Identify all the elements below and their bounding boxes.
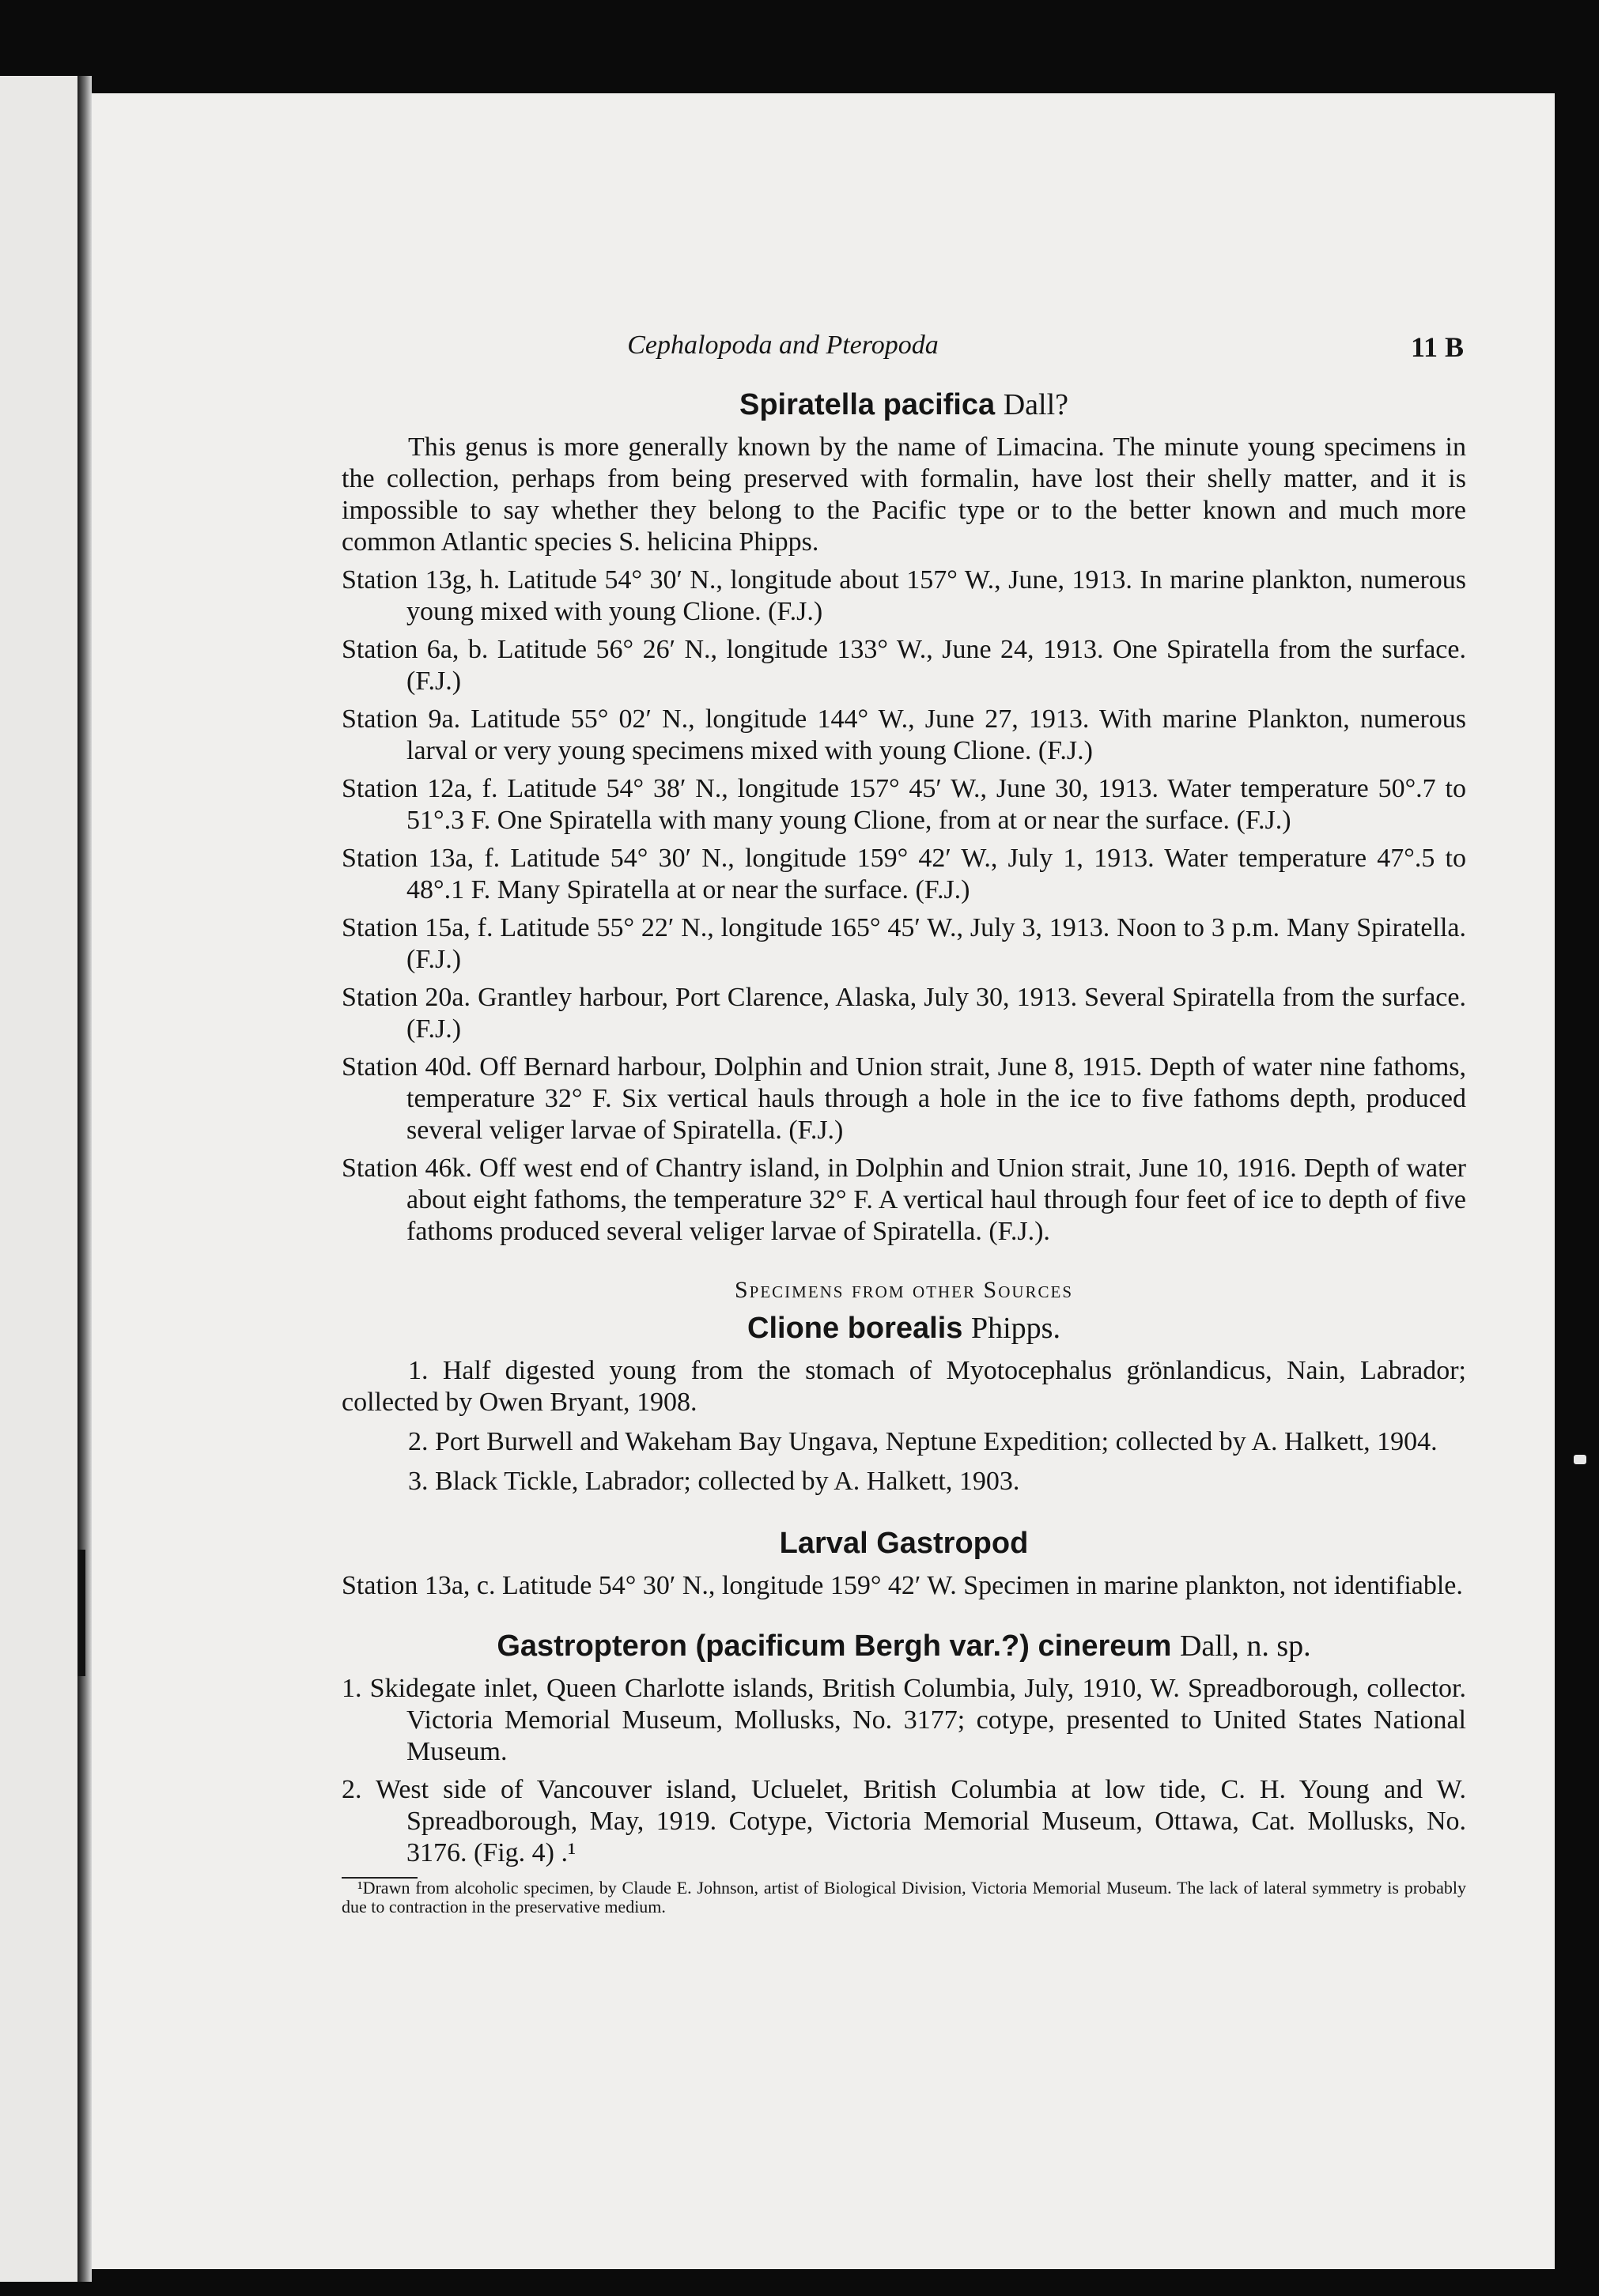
species-heading-spiratella	[342, 384, 1466, 425]
species-authority: Phipps.	[970, 1312, 1060, 1345]
footnote: ¹Drawn from alcoholic specimen, by Claude E. Johnson, artist of Biological Division, Victoria Memorial Museum. The lack of lateral symmetry is probably due to contraction in the preservative medium.	[342, 1878, 1466, 1916]
station-entry: Station 46k. Off west end of Chantry island, in Dolphin and Union strait, June 10, 1916. Depth of water about eight fathoms, the temperature 32° F. A vertical haul through four feet of ice to depth of five fathoms produced several veliger larvae of Spiratella. (F.J.).	[342, 1154, 1466, 1246]
scan-spine-mark	[77, 1550, 85, 1676]
specimen-record: 3. Black Tickle, Labrador; collected by A. Halkett, 1903.	[408, 1467, 1020, 1496]
station-entry: Station 13a, f. Latitude 54° 30′ N., longitude 159° 42′ W., July 1, 1913. Water temperature 47°.5 to 48°.1 F. Many Spiratella at or near the surface. (F.J.)	[342, 844, 1466, 904]
species-name: Spiratella pacifica	[739, 388, 996, 421]
station-entry: Station 6a, b. Latitude 56° 26′ N., longitude 133° W., June 24, 1913. One Spiratella from the surface. (F.J.)	[342, 635, 1466, 696]
station-entry: Station 13a, c. Latitude 54° 30′ N., longitude 159° 42′ W. Specimen in marine plankton, not identifiable.	[342, 1571, 1463, 1600]
species-heading-gastropteron	[342, 1626, 1466, 1667]
scan-speck	[1574, 1455, 1586, 1464]
specimen-record: 2. West side of Vancouver island, Ucluelet, British Columbia at low tide, C. H. Young and W. Spreadborough, May, 1919. Cotype, Victoria Memorial Museum, Ottawa, Cat. Mollusks, No. 3176. (Fig. 4) .¹	[342, 1775, 1466, 1867]
specimen-record: 2. Port Burwell and Wakeham Bay Ungava, Neptune Expedition; collected by A. Halkett, 1904.	[408, 1427, 1438, 1456]
species-authority: Dall?	[1003, 388, 1068, 421]
specimen-record: 1. Half digested young from the stomach of Myotocephalus grönlandicus, Nain, Labrador; collected by Owen Bryant, 1908.	[342, 1356, 1466, 1417]
station-entry: Station 9a. Latitude 55° 02′ N., longitude 144° W., June 27, 1913. With marine Plankton, numerous larval or very young specimens mixed with young Clione. (F.J.)	[342, 704, 1466, 765]
species-authority: Dall, n. sp.	[1179, 1629, 1311, 1663]
scan-left-margin	[0, 76, 85, 2282]
species-name: Clione borealis	[747, 1312, 963, 1345]
species-heading-larval: Larval Gastropod	[779, 1527, 1029, 1560]
station-entry: Station 12a, f. Latitude 54° 38′ N., longitude 157° 45′ W., June 30, 1913. Water temperature 50°.7 to 51°.3 F. One Spiratella with many young Clione, from at or near the surface. (F.J.)	[342, 774, 1466, 835]
station-entry: Station 40d. Off Bernard harbour, Dolphin and Union strait, June 8, 1915. Depth of water nine fathoms, temperature 32° F. Six vertical hauls through a hole in the ice to five fathoms depth, produced several veliger larvae of Spiratella. (F.J.)	[342, 1052, 1466, 1145]
genus-note: This genus is more generally known by the name of Limacina. The minute young specimens in the collection, perhaps from being preserved with formalin, have lost their shelly matter, and it is impossible to say whether they belong to the Pacific type or to the better known and much more common Atlantic species S. helicina Phipps.	[342, 432, 1466, 557]
page-content	[342, 384, 1466, 1916]
station-entry: Station 15a, f. Latitude 55° 22′ N., longitude 165° 45′ W., July 3, 1913. Noon to 3 p.m. Many Spiratella. (F.J.)	[342, 913, 1466, 974]
section-subheading: Specimens from other Sources	[734, 1277, 1074, 1303]
species-heading-clione	[342, 1308, 1466, 1349]
species-name: Gastropteron (pacificum Bergh var.?) cinereum	[497, 1629, 1172, 1663]
specimen-record: 1. Skidegate inlet, Queen Charlotte islands, British Columbia, July, 1910, W. Spreadborough, collector. Victoria Memorial Museum, Mollusks, No. 3177; cotype, presented to United States National Museum.	[342, 1674, 1466, 1766]
page-number: 11 B	[1411, 331, 1465, 363]
running-head: Cephalopoda and Pteropoda	[627, 330, 939, 360]
document-page	[92, 93, 1555, 2269]
station-entry: Station 13g, h. Latitude 54° 30′ N., longitude about 157° W., June, 1913. In marine plankton, numerous young mixed with young Clione. (F.J.)	[342, 565, 1466, 626]
scan-gutter-shadow	[77, 76, 92, 2282]
station-entry: Station 20a. Grantley harbour, Port Clarence, Alaska, July 30, 1913. Several Spiratella from the surface. (F.J.)	[342, 983, 1466, 1044]
